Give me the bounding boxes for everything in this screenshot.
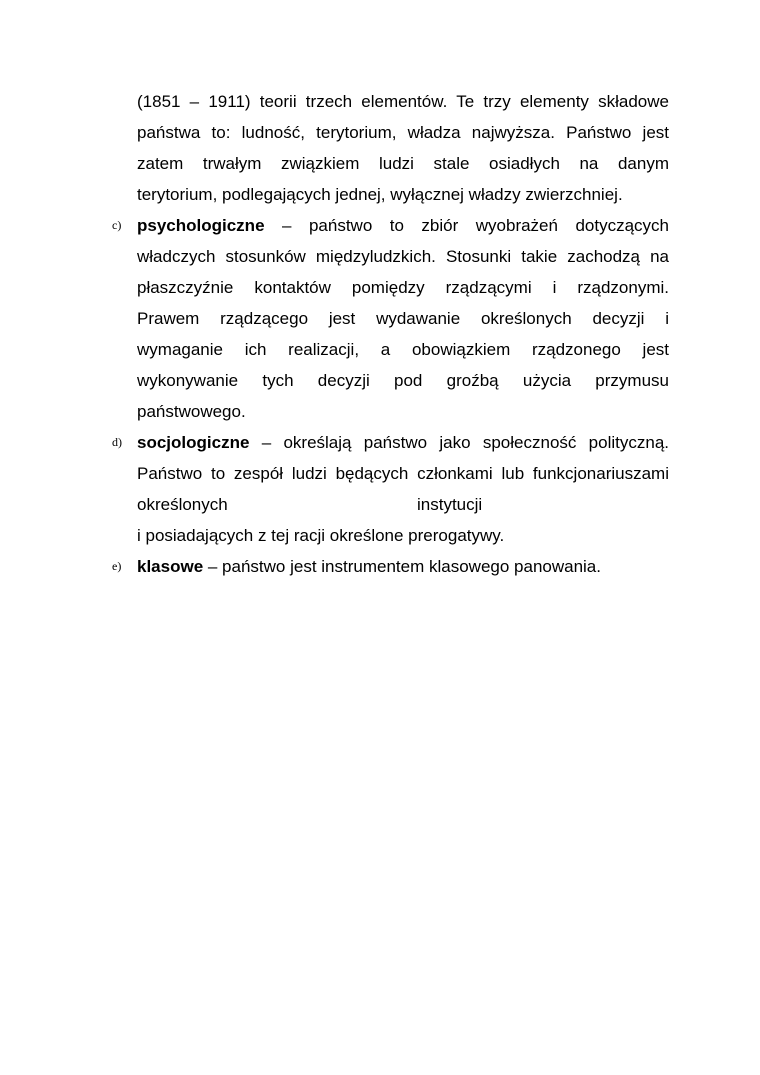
list-item-first-line bbox=[137, 210, 669, 241]
list-item-line-spread bbox=[137, 489, 669, 520]
continuation-paragraph bbox=[137, 86, 669, 210]
list-item-text: – państwo to zbiór wyobrażeń dotyczących bbox=[264, 216, 669, 235]
list-item-line: wymaganie ich realizacji, a obowiązkiem rządzonego jest bbox=[137, 340, 669, 359]
list-item-psychologiczne bbox=[112, 210, 669, 427]
list-item-text: – państwo jest instrumentem klasowego panowania. bbox=[203, 557, 601, 576]
list-item-text: – określają państwo jako społeczność polityczną. bbox=[249, 433, 669, 452]
paragraph-line: (1851 – 1911) teorii trzech elementów. Te trzy elementy składowe bbox=[137, 92, 669, 111]
paragraph-line: zatem trwałym związkiem ludzi stale osiadłych na danym bbox=[137, 154, 669, 173]
list-item-first-line bbox=[137, 427, 669, 458]
list-item-line: Państwo to zespół ludzi będących członkami lub funkcjonariuszami bbox=[137, 464, 669, 483]
list-marker: c) bbox=[112, 218, 122, 232]
list-item-first-line bbox=[137, 551, 669, 582]
list-item-line: wykonywanie tych decyzji pod groźbą użycia przymusu bbox=[137, 371, 669, 390]
list-item-term: psychologiczne bbox=[137, 216, 265, 235]
list-item-line: Prawem rządzącego jest wydawanie określonych decyzji i bbox=[137, 309, 669, 328]
list-item-line: i posiadających z tej racji określone prerogatywy. bbox=[137, 526, 505, 545]
list-item-line: władczych stosunków międzyludzkich. Stosunki takie zachodzą na bbox=[137, 247, 669, 266]
list-item-term: klasowe bbox=[137, 557, 204, 576]
list-item-term: socjologiczne bbox=[137, 433, 250, 452]
list-item-socjologiczne bbox=[112, 427, 669, 551]
list-marker: e) bbox=[112, 559, 122, 573]
list-item-klasowe bbox=[112, 551, 669, 582]
list-item-text: określonych bbox=[137, 495, 228, 514]
paragraph-line: państwa to: ludność, terytorium, władza najwyższa. Państwo jest bbox=[137, 123, 669, 142]
list-marker: d) bbox=[112, 435, 122, 449]
paragraph-line: terytorium, podlegających jednej, wyłącznej władzy zwierzchniej. bbox=[137, 185, 623, 204]
list-item-line: płaszczyźnie kontaktów pomiędzy rządzącymi i rządzonymi. bbox=[137, 278, 669, 297]
list-item-text: instytucji bbox=[417, 495, 483, 514]
document-body bbox=[112, 86, 669, 582]
list-item-line: państwowego. bbox=[137, 402, 246, 421]
